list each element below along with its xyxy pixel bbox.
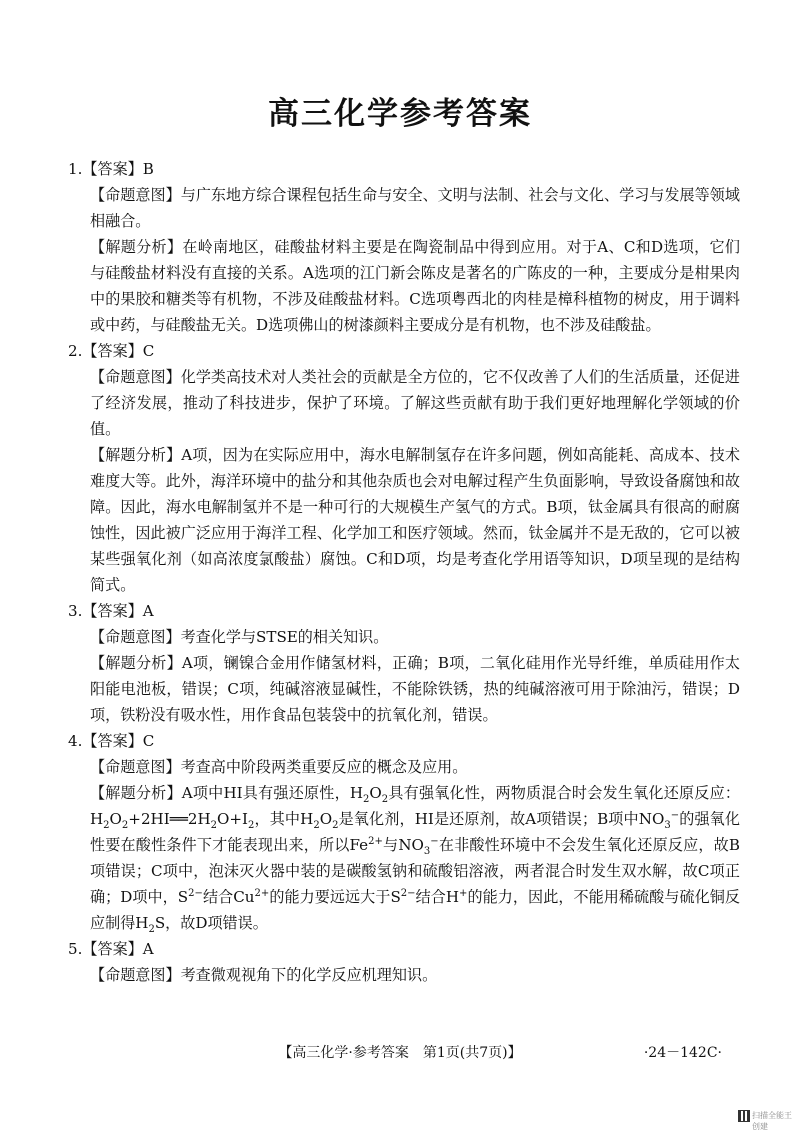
q3-analysis: 【解题分析】A项，镧镍合金用作储氢材料，正确；B项，二氧化硅用作光导纤维，单质硅用作太阳能电池板，错误；C项，纯碱溶液显碱性，不能除铁锈，热的纯碱溶液可用于除油污，错误；D项，铁粉没有吸水性，用作食品包装袋中的抗氧化剂，错误。 <box>90 654 740 724</box>
q4-analysis: 【解题分析】A项中HI具有强还原性，$H_2O_2$具有强氧化性，两物质混合时会发生氧化还原反应：$H_2O_2+2HI══2H_2O+I_2$，其中$H_2O_2$是氧化剂，HI是还原剂，故A项错误；B项中$NO_3^-$的强氧化性要在酸性条件下才能表现出来，所以$Fe^{2+}$与$NO_3^-$在非酸性环境中不会发生氧化还原反应，故B项错误；C项中，泡沫灭火器中装的是碳酸氢钠和硫酸铝溶液，两者混合时发生双水解，故C项正确；D项中，$S^{2-}$结合$Cu^{2+}$的能力要远远大于$S^{2-}$结合H+的能力，因此，不能用稀硫酸与硫化铜反应制得$H_2S$，故D项错误。 <box>90 784 740 936</box>
footer-page-info: 【高三化学·参考答案 第1页(共7页)】 <box>278 1045 522 1061</box>
q2-intent: 【命题意图】化学类高技术对人类社会的贡献是全方位的，它不仅改善了人们的生活质量，还促进了经济发展，推动了科技进步，保护了环境。了解这些贡献有助于我们更好地理解化学领域的价值。 <box>90 368 740 438</box>
q3-intent: 【命题意图】考查化学与STSE的相关知识。 <box>90 628 389 646</box>
q1-answer: 1.【答案】B <box>68 160 154 178</box>
qr-code-icon <box>738 1110 750 1122</box>
q1-intent: 【命题意图】与广东地方综合课程包括生命与安全、文明与法制、社会与文化、学习与发展等领域相融合。 <box>90 186 740 230</box>
q1-analysis: 【解题分析】在岭南地区，硅酸盐材料主要是在陶瓷制品中得到应用。对于A、C和D选项，它们与硅酸盐材料没有直接的关系。A选项的江门新会陈皮是著名的广陈皮的一种，主要成分是柑果肉中的果胶和糖类等有机物，不涉及硅酸盐材料。C选项粤西北的肉桂是樟科植物的树皮，用于调料或中药，与硅酸盐无关。D选项佛山的树漆颜料主要成分是有机物，也不涉及硅酸盐。 <box>90 238 740 334</box>
q5-intent: 【命题意图】考查微观视角下的化学反应机理知识。 <box>90 966 438 984</box>
q4-intent: 【命题意图】考查高中阶段两类重要反应的概念及应用。 <box>90 758 468 776</box>
answer-content <box>68 156 740 988</box>
q5-answer: 5.【答案】A <box>68 940 154 958</box>
q3-answer: 3.【答案】A <box>68 602 154 620</box>
q2-analysis: 【解题分析】A项，因为在实际应用中，海水电解制氢存在许多问题，例如高能耗、高成本、技术难度大等。此外，海洋环境中的盐分和其他杂质也会对电解过程产生负面影响，导致设备腐蚀和故障。因此，海水电解制氢并不是一种可行的大规模生产氢气的方式。B项，钛金属具有很高的耐腐蚀性，因此被广泛应用于海洋工程、化学加工和医疗领域。然而，钛金属并不是无敌的，它可以被某些强氧化剂（如高浓度氯酸盐）腐蚀。C和D项，均是考查化学用语等知识，D项呈现的是结构简式。 <box>90 446 740 594</box>
q4-answer: 4.【答案】C <box>68 732 155 750</box>
q2-answer: 2.【答案】C <box>68 342 155 360</box>
footer-code: ·24－142C· <box>643 1045 722 1061</box>
page-title: 高三化学参考答案 <box>268 96 532 132</box>
page-footer <box>0 1042 800 1062</box>
scanner-watermark: 扫描全能王 创建 <box>752 1111 792 1131</box>
